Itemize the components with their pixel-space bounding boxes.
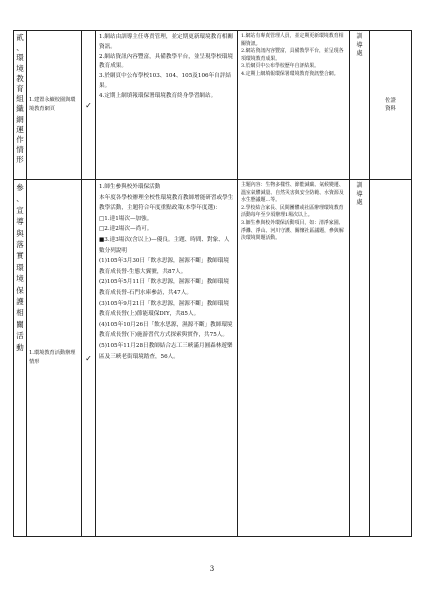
checkmark: ✓ — [85, 100, 92, 110]
plan-line: (1)105年3月30日「飲水思源，濕源不斷」教師環境教育成長營-生態大翼號，共87人。 — [99, 258, 229, 275]
check-cell — [82, 31, 96, 180]
category-char: 動 — [16, 342, 24, 352]
category-char: 關 — [16, 319, 24, 329]
plan-line: 本年度各學校辦理全校性環境教育教師增能研習或學生教學活動，主題符合年度重點政策(本學年度選)： — [99, 194, 234, 212]
rating-cell — [350, 180, 370, 537]
category-char: 境 — [16, 274, 24, 284]
plan-cell — [96, 31, 238, 180]
plan-line: 1.網站由訓導主任專責管理，並定期更新環境教育相關資訊。 — [99, 34, 233, 50]
category-cell — [14, 31, 27, 180]
plan-text — [96, 31, 237, 104]
category-char: 參 — [16, 183, 24, 192]
category-char: 作 — [16, 135, 24, 145]
category-char: 實 — [16, 251, 24, 261]
category-char: 組 — [16, 94, 24, 104]
category-char: 貳 — [16, 33, 24, 42]
category-char: 、 — [16, 194, 24, 204]
rating-cell — [350, 31, 370, 180]
plan-line: 4.定期上網填報環保署環境教育終身學習網站。 — [99, 92, 217, 99]
rating-char: 處 — [356, 50, 363, 57]
result-line: 4.定期上網填報環保署環境教育資訊整合網。 — [241, 70, 339, 77]
table-row — [14, 31, 412, 180]
result-line: 2.網站資訊內容豐富，具備教學平台，並呈現各項環境教育成果。 — [241, 48, 344, 62]
category-char: 相 — [16, 308, 24, 318]
result-cell — [238, 31, 350, 180]
result-line: 主題內容：生物多樣性、節能減碳、氣候變遷、溫室氣體減量、自然災害與安全防範、水資源及水生態議題…等。 — [241, 182, 344, 204]
category-cell — [14, 180, 27, 537]
checkmark: ✓ — [85, 353, 92, 363]
plan-line: 1.師生參與校外環保活動 — [99, 184, 161, 190]
category-char: 情 — [16, 145, 24, 155]
category-char: 落 — [16, 240, 24, 250]
item-label: 1.建置永續校園與環境教育網頁 — [29, 97, 76, 112]
plan-line: (2)105年5月11日「飲水思源，濕源不斷」教師環境教育成長營-石門水庫參訪，共47人。 — [99, 279, 229, 296]
category-char: 運 — [16, 124, 24, 134]
plan-line: 2.網站資訊內容豐富，具備教學平台，並呈現學校環境教育成果。 — [99, 53, 233, 70]
plan-line: (5)105年11月28日教師結合志工三峽滿月圓森林遊樂區及三峽老街環境踏查，56人。 — [99, 342, 233, 360]
result-line: 1.網站有專責管理人員，並定期更新環境教育相關資訊。 — [241, 33, 344, 47]
category-char: 、 — [16, 43, 24, 53]
evidence-cell — [370, 180, 412, 537]
category-char: 育 — [16, 84, 24, 94]
rating-char: 導 — [356, 41, 363, 49]
rating-char: 處 — [356, 199, 363, 206]
evidence-cell — [370, 31, 412, 180]
evaluation-table — [13, 30, 412, 537]
result-text — [238, 31, 349, 81]
category-char: 活 — [16, 331, 24, 341]
check-cell — [82, 180, 96, 537]
result-line: 3.師生參與校外環保活動項目，如：清淨家園、淨灘、淨山、河川守護、關懷社區議題，參與解決環境問題活動。 — [241, 219, 344, 242]
category-char: 保 — [16, 285, 24, 295]
category-char: 環 — [16, 53, 24, 63]
category-char: 教 — [16, 73, 24, 83]
item-label: 1.環境教育活動辦理情形 — [29, 350, 76, 365]
category-char: 宣 — [16, 205, 24, 215]
plan-line: 3.於網頁中公布學校103、104、105及106年自評結果。 — [99, 73, 231, 89]
category-char: 與 — [16, 228, 24, 238]
result-line: 2.學校結合家長、民間團體或社區辦理環境教育活動每年至少須辦理1場次以上。 — [241, 204, 344, 219]
rating-char: 訓 — [356, 182, 363, 189]
rating-label — [350, 31, 369, 59]
result-cell — [238, 180, 350, 537]
category-char: 導 — [16, 217, 24, 227]
plan-line: (4)105年10月26日「飲水思源，濕源不斷」教師環境教育成長營(下)施游習代方式探索與實作，共75人。 — [99, 321, 233, 339]
plan-text — [96, 180, 237, 364]
evidence-label — [370, 97, 411, 113]
plan-line: (3)105年9月21日「飲水思源，濕源不斷」教師環境教育成長營(上)節能環保DIY，共85人。 — [99, 300, 229, 318]
rating-label — [350, 180, 369, 208]
category-char: 環 — [16, 262, 24, 272]
table-row — [14, 180, 412, 537]
category-char: 網 — [16, 114, 24, 124]
result-text — [238, 180, 349, 245]
category-label — [14, 31, 26, 166]
plan-line: □2.達2場次—尚可。 — [99, 226, 153, 233]
page-number: 3 — [209, 565, 215, 573]
category-char: 護 — [16, 297, 24, 307]
category-char: 境 — [16, 63, 24, 73]
evidence-line: 資料 — [385, 106, 396, 112]
plan-line: ■3.達3場次(含以上)—優良。主題、時間、對象、人數分列說明 — [99, 236, 230, 254]
result-line: 3.於網頁中公布學校歷年自評結果。 — [241, 63, 320, 70]
category-char: 織 — [16, 104, 24, 114]
rating-char: 訓 — [356, 33, 363, 40]
item-cell — [27, 31, 82, 180]
item-cell — [27, 180, 82, 537]
rating-char: 導 — [356, 190, 363, 198]
plan-line: □1.達1場次—加強。 — [99, 215, 153, 222]
plan-cell — [96, 180, 238, 537]
evidence-line: 佐證 — [385, 98, 396, 104]
category-label — [14, 180, 26, 353]
category-char: 形 — [16, 155, 24, 165]
